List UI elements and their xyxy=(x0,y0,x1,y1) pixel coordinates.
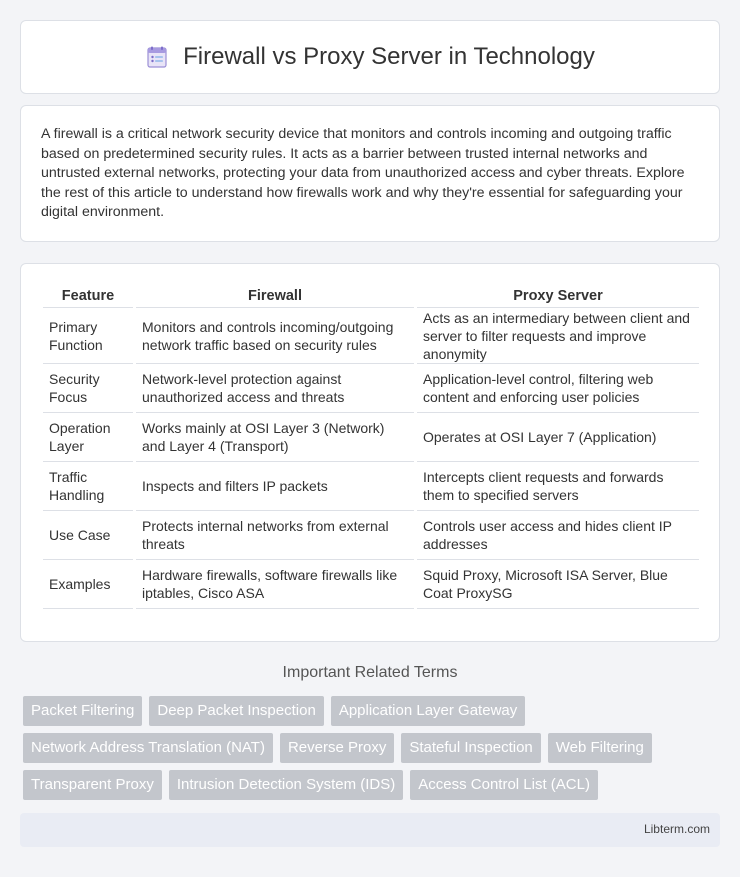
header-card xyxy=(20,20,720,94)
table-cell: Traffic Handling xyxy=(43,462,133,511)
table-cell: Acts as an intermediary between client and server to filter requests and improve anonymity xyxy=(417,308,699,364)
term-tag[interactable]: Application Layer Gateway xyxy=(331,696,525,726)
table-header-row xyxy=(43,284,699,308)
intro-card xyxy=(20,105,720,242)
page-title: Firewall vs Proxy Server in Technology xyxy=(183,43,595,70)
table-cell: Inspects and filters IP packets xyxy=(136,462,414,511)
table-cell: Use Case xyxy=(43,511,133,560)
related-terms xyxy=(23,696,723,800)
table-cell: Intercepts client requests and forwards them to specified servers xyxy=(417,462,699,511)
table-cell: Primary Function xyxy=(43,308,133,364)
table-cell: Application-level control, filtering web content and enforcing user policies xyxy=(417,364,699,413)
footer-site-link[interactable]: Libterm.com xyxy=(643,822,710,836)
table-row xyxy=(43,413,699,462)
comparison-table xyxy=(43,284,699,609)
comparison-card xyxy=(20,263,720,642)
term-tag[interactable]: Packet Filtering xyxy=(23,696,142,726)
term-tag[interactable]: Intrusion Detection System (IDS) xyxy=(169,770,403,800)
table-row xyxy=(43,364,699,413)
term-tag[interactable]: Network Address Translation (NAT) xyxy=(23,733,273,763)
term-tag[interactable]: Stateful Inspection xyxy=(401,733,540,763)
title-wrap xyxy=(145,43,595,71)
table-row xyxy=(43,462,699,511)
table-cell: Examples xyxy=(43,560,133,609)
table-cell: Security Focus xyxy=(43,364,133,413)
table-cell: Monitors and controls incoming/outgoing network traffic based on security rules xyxy=(136,308,414,364)
table-header-cell: Firewall xyxy=(136,284,414,308)
term-tag[interactable]: Access Control List (ACL) xyxy=(410,770,598,800)
table-cell: Network-level protection against unauthorized access and threats xyxy=(136,364,414,413)
term-tag[interactable]: Web Filtering xyxy=(548,733,652,763)
table-header-cell: Proxy Server xyxy=(417,284,699,308)
document-icon xyxy=(145,45,169,69)
table-cell: Operates at OSI Layer 7 (Application) xyxy=(417,413,699,462)
term-tag[interactable]: Transparent Proxy xyxy=(23,770,162,800)
table-row xyxy=(43,308,699,364)
table-row xyxy=(43,560,699,609)
table-cell: Controls user access and hides client IP addresses xyxy=(417,511,699,560)
term-tag[interactable]: Reverse Proxy xyxy=(280,733,394,763)
table-cell: Hardware firewalls, software firewalls like iptables, Cisco ASA xyxy=(136,560,414,609)
term-tag[interactable]: Deep Packet Inspection xyxy=(149,696,323,726)
table-cell: Works mainly at OSI Layer 3 (Network) and Layer 4 (Transport) xyxy=(136,413,414,462)
table-row xyxy=(43,511,699,560)
footer xyxy=(20,813,720,847)
table-header-cell: Feature xyxy=(43,284,133,308)
table-cell: Operation Layer xyxy=(43,413,133,462)
intro-text: A firewall is a critical network security device that monitors and controls incoming and outgoing traffic based on predetermined security rules. It acts as a barrier between trusted internal networks and untrusted external networks, protecting your data from unauthorized access and cyber threats. Explore the rest of this article to understand how firewalls work and why they're essential for safeguarding your digital environment. xyxy=(41,126,685,221)
table-cell: Protects internal networks from external threats xyxy=(136,511,414,560)
related-terms-title: Important Related Terms xyxy=(282,664,458,681)
table-cell: Squid Proxy, Microsoft ISA Server, Blue Coat ProxySG xyxy=(417,560,699,609)
